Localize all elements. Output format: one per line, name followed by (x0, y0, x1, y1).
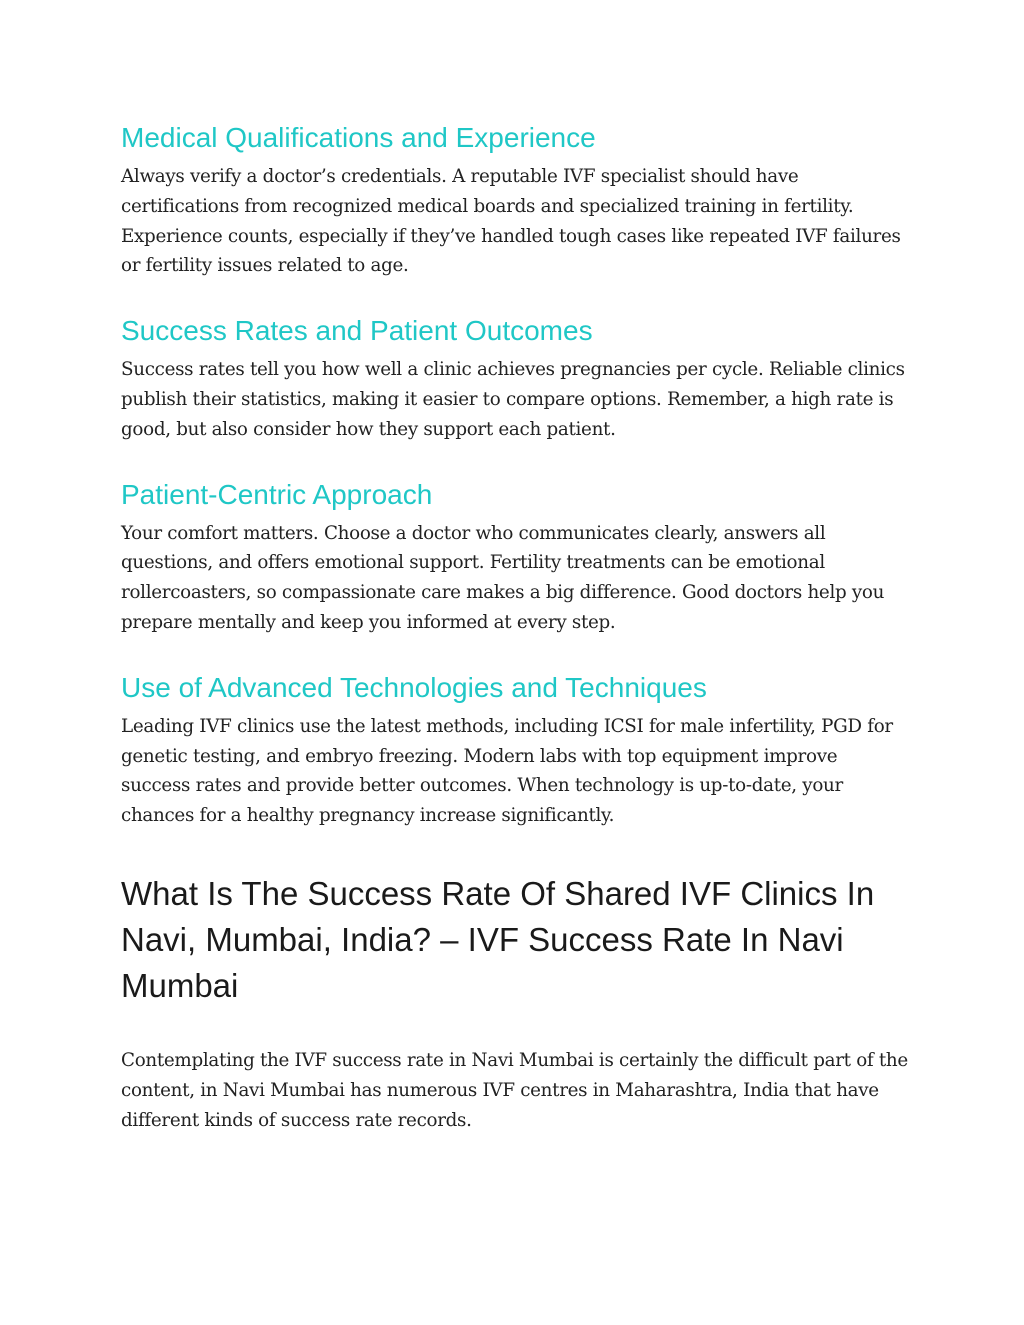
section-heading: Medical Qualifications and Experience (121, 122, 596, 153)
section-heading: Use of Advanced Technologies and Techniques (121, 671, 707, 703)
section-medical-qualifications (121, 118, 911, 281)
section-success-rates (121, 311, 911, 444)
main-heading: What Is The Success Rate Of Shared IVF Clinics In Navi, Mumbai, India? – IVF Success Rate In Navi Mumbai (121, 874, 875, 1004)
section-heading: Success Rates and Patient Outcomes (121, 315, 593, 347)
section-body: Always verify a doctor’s credentials. A reputable IVF specialist should have certifications from recognized medical boards and specialized training in fertility. Experience counts, especially if they’ve handled tough cases like repeated IVF failures or fertility issues related to age. (121, 166, 901, 277)
section-advanced-technologies (121, 668, 911, 831)
section-body: Success rates tell you how well a clinic achieves pregnancies per cycle. Reliable clinics publish their statistics, making it easier to compare options. Remember, a high rate is good, but also consider how they support each patient. (121, 359, 905, 440)
document-page (121, 118, 911, 1135)
section-body: Leading IVF clinics use the latest methods, including ICSI for male infertility, PGD for genetic testing, and embryo freezing. Modern labs with top equipment improve success rates and provide better outcomes. When technology is up-to-date, your chances for a healthy pregnancy increase significantly. (121, 715, 893, 827)
section-body: Your comfort matters. Choose a doctor who communicates clearly, answers all questions, and offers emotional support. Fertility treatments can be emotional rollercoasters, so compassionate care makes a big difference. Good doctors help you prepare mentally and keep you informed at every step. (121, 522, 885, 633)
section-patient-centric (121, 475, 911, 638)
main-body: Contemplating the IVF success rate in Navi Mumbai is certainly the difficult part of the content, in Navi Mumbai has numerous IVF centres in Maharashtra, India that have different kinds of success rate records. (121, 1049, 908, 1131)
section-heading: Patient-Centric Approach (121, 478, 433, 510)
